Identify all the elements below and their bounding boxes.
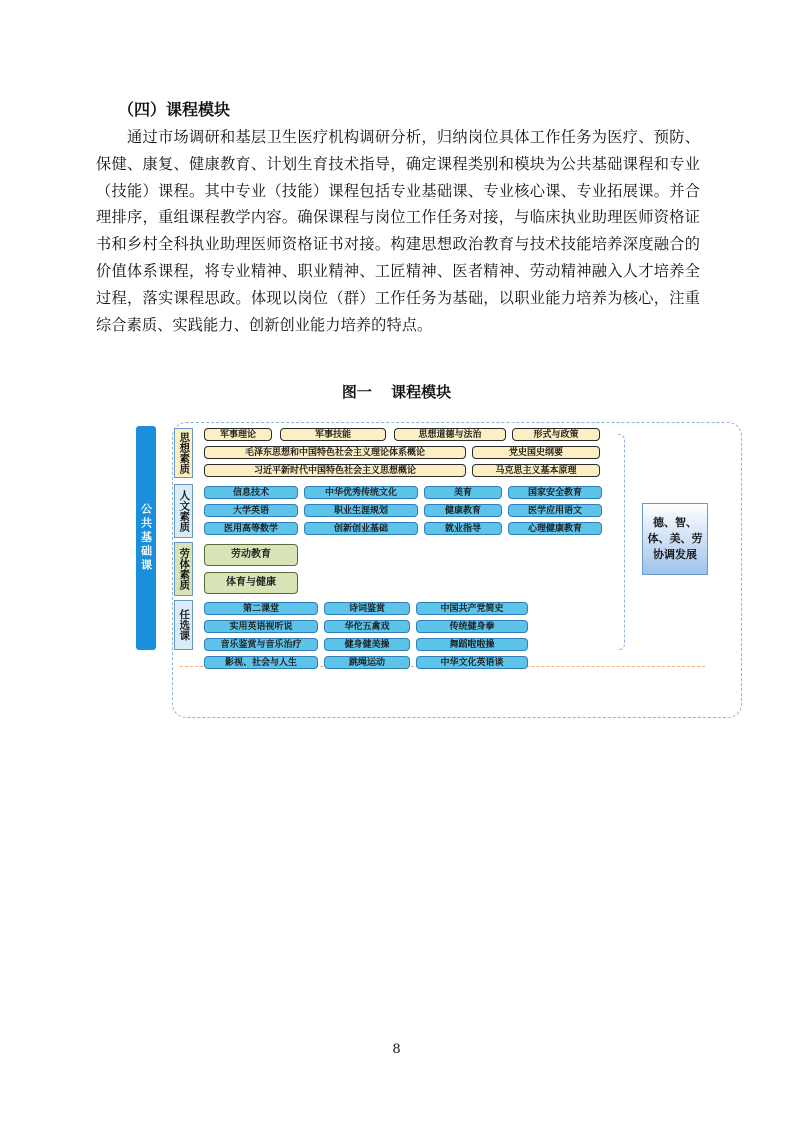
figure-title: 图一 课程模块 [341,383,452,401]
course-pill: 中华优秀传统文化 [304,486,418,499]
course-pill: 创新创业基础 [304,522,418,535]
section-heading: （四）课程模块 [118,100,231,119]
course-pill: 习近平新时代中国特色社会主义思想概论 [204,464,466,477]
page-number: 8 [392,1042,401,1057]
grouping-bracket [618,434,625,650]
course-pill: 中国共产党简史 [416,602,528,615]
course-pill: 心理健康教育 [508,522,602,535]
course-pill: 就业指导 [424,522,502,535]
course-pill: 医用高等数学 [204,522,298,535]
course-pill: 实用英语视听说 [204,620,318,633]
course-pill: 体育与健康 [204,572,298,594]
course-pill: 军事技能 [280,428,386,441]
course-pill: 毛泽东思想和中国特色社会主义理论体系概论 [204,446,466,459]
main-category-label [136,426,156,650]
group-label-sixiang: 思想素质 [174,428,193,478]
course-pill: 美育 [424,486,502,499]
course-pill: 劳动教育 [204,544,298,566]
course-pill: 跳绳运动 [324,656,410,669]
goal-box: 德、智、体、美、劳协调发展 [642,503,708,575]
course-pill: 医学应用语文 [508,504,602,517]
course-pill: 军事理论 [204,428,272,441]
course-pill: 诗词鉴赏 [324,602,410,615]
course-pill: 健康教育 [424,504,502,517]
course-pill: 中华文化英语谈 [416,656,528,669]
course-pill: 传统健身拳 [416,620,528,633]
course-pill: 第二课堂 [204,602,318,615]
group-label-renxuan: 任选课 [174,600,193,650]
course-pill: 影视、社会与人生 [204,656,318,669]
main-label-text: 公共基础课 [139,503,153,573]
course-pill: 舞蹈啦啦操 [416,638,528,651]
course-pill: 健身健美操 [324,638,410,651]
course-pill: 大学英语 [204,504,298,517]
course-pill: 职业生涯规划 [304,504,418,517]
course-pill: 形式与政策 [512,428,600,441]
course-pill: 音乐鉴赏与音乐治疗 [204,638,318,651]
course-pill: 思想道德与法治 [394,428,506,441]
body-paragraph: 通过市场调研和基层卫生医疗机构调研分析，归纳岗位具体工作任务为医疗、预防、保健、康复、健康教育、计划生育技术指导，确定课程类别和模块为公共基础课程和专业（技能）课程。其中专业（技能）课程包括专业基础课、专业核心课、专业拓展课。并合理排序，重组课程教学内容。确保课程与岗位工作任务对接，与临床执业助理医师资格证书和乡村全科执业助理医师资格证书对接。构建思想政治教育与技术技能培养深度融合的价值体系课程，将专业精神、职业精神、工匠精神、医者精神、劳动精神融入人才培养全过程，落实课程思政。体现以岗位（群）工作任务为基础，以职业能力培养为核心，注重综合素质、实践能力、创新创业能力培养的特点。 [96,128,700,334]
course-pill: 国家安全教育 [508,486,602,499]
course-module-diagram [132,420,744,720]
course-pill: 华佗五禽戏 [324,620,410,633]
course-pill: 信息技术 [204,486,298,499]
group-label-laoti: 劳体素质 [174,542,193,596]
course-pill: 马克思主义基本原理 [472,464,600,477]
course-pill: 党史国史纲要 [472,446,600,459]
group-label-renwen: 人文素质 [174,484,193,538]
